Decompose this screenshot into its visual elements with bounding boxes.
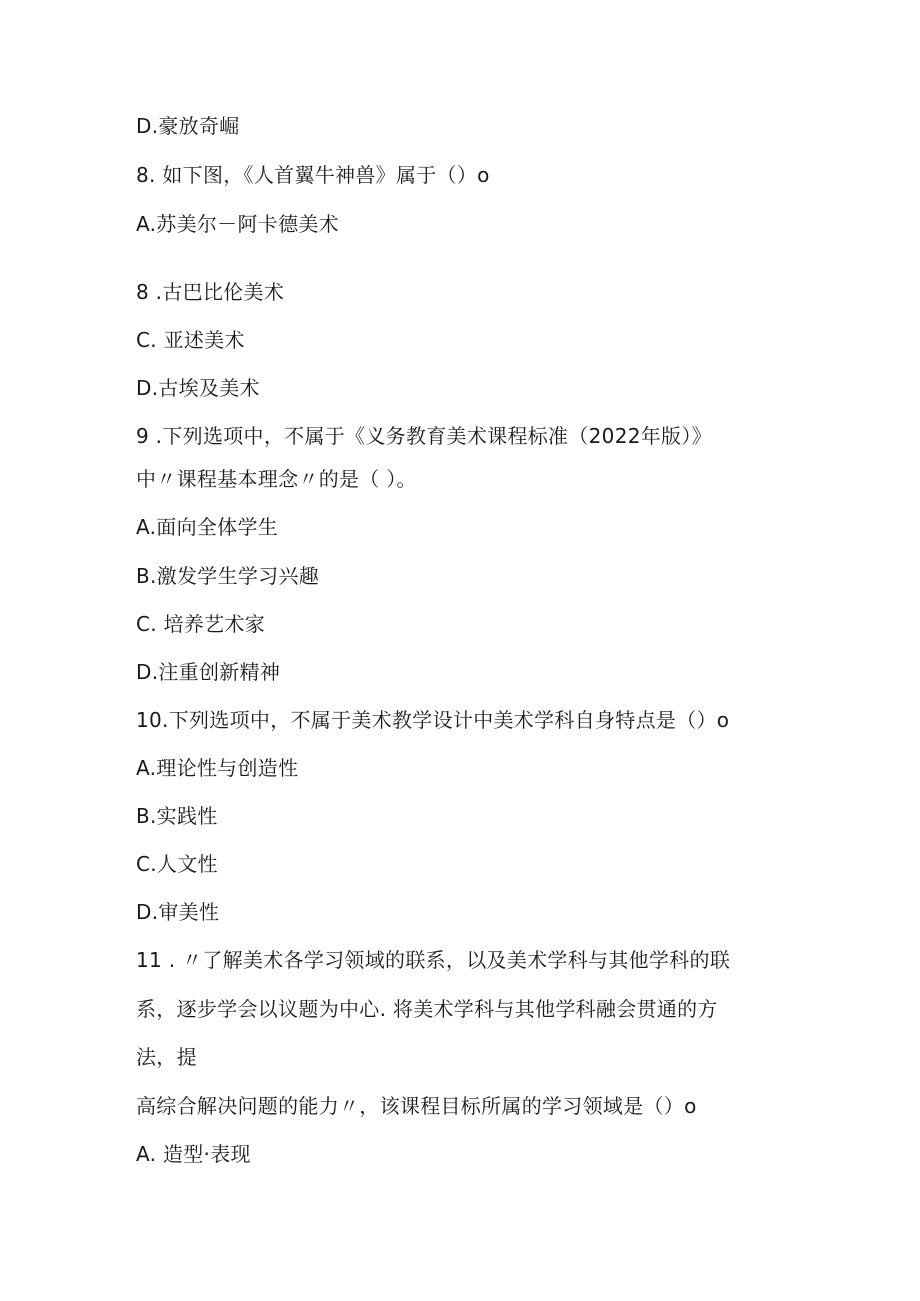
option-10c: C.人文性 (136, 852, 218, 876)
option-8d: D.古埃及美术 (136, 376, 260, 400)
option-9c: C. 培养艺术家 (136, 612, 266, 636)
question-11-line-4: 高综合解决问题的能力〃，该课程目标所属的学习领域是（）o (136, 1094, 697, 1118)
option-10b: B.实践性 (136, 804, 218, 828)
option-7d: D.豪放奇崛 (136, 114, 240, 138)
question-11-line-3: 法，提 (136, 1045, 197, 1069)
option-9a: A.面向全体学生 (136, 515, 279, 539)
option-11a: A. 造型·表现 (136, 1142, 251, 1166)
option-8c: C. 亚述美术 (136, 328, 245, 352)
option-10d: D.审美性 (136, 900, 220, 924)
question-9-line-2: 中〃课程基本理念〃的是（ ）。 (136, 467, 417, 491)
question-11-line-2: 系，逐步学会以议题为中心. 将美术学科与其他学科融会贯通的方 (136, 997, 718, 1021)
option-10a: A.理论性与创造性 (136, 756, 299, 780)
question-8: 8. 如下图，《人首翼牛神兽》属于（）o (136, 163, 490, 187)
question-11-line-1: 11 . 〃了解美术各学习领域的联系，以及美术学科与其他学科的联 (136, 948, 731, 972)
option-8b: 8 .古巴比伦美术 (136, 280, 285, 304)
option-9b: B.激发学生学习兴趣 (136, 564, 320, 588)
question-10: 10.下列选项中，不属于美术教学设计中美术学科自身特点是（）o (136, 708, 730, 732)
option-9d: D.注重创新精神 (136, 660, 281, 684)
question-9-line-1: 9 .下列选项中，不属于《义务教育美术课程标准（2022年版）》 (136, 424, 712, 448)
option-8a: A.苏美尔－阿卡德美术 (136, 212, 339, 236)
